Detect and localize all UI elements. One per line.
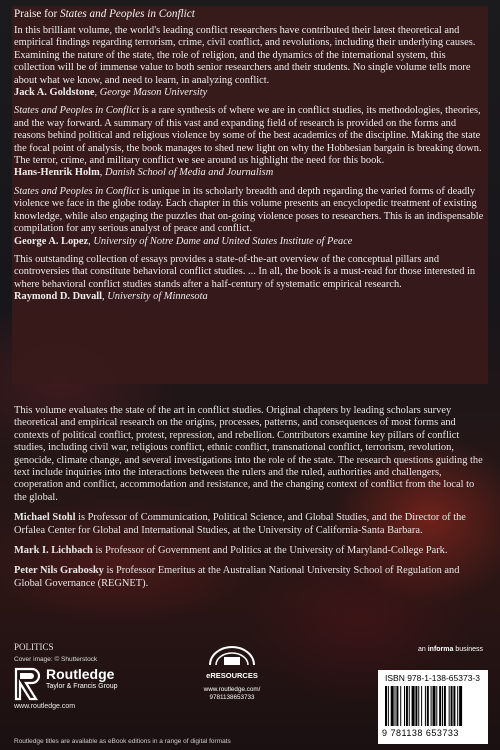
editor-name: Michael Stohl: [14, 512, 76, 524]
informa-tagline: an informa business: [418, 646, 483, 653]
reviewer-affiliation: George Mason University: [99, 87, 208, 99]
review-quote: States and Peoples in Conflict is a rare synthesis of where we are in conflict studies, its methodologies, theories, and the way forward. A summary of this vast and expanding field of research is provided on the forms and reasons behind political and religious violence by some of the best academics of the discipline. Making the state the focal point of analysis, the book manages to shed new light on why the Hobbesian bargain is breaking down. The terror, crime, and military conflict we see around us highlight the need for this book. Hans-Henrik Holm, Danish School of Media and Journalism: [14, 105, 482, 179]
review-quote: States and Peoples in Conflict is unique in its scholarly breadth and depth regarding the varied forms of deadly violence we face in the globe today. Each chapter in this volume presents an encyclopedic treatment of existing knowledge, while also engaging the puzzles that on-going violence poses to researchers. This is an indispensable compilation for any serious analyst of peace and conflict. George A. Lopez, University of Notre Dame and United States Institute of Peace: [14, 185, 484, 247]
quote-lead-title: States and Peoples in Conflict: [14, 105, 140, 117]
quote-text: This outstanding collection of essays provides a state-of-the-art overview of the conceptual pillars and controversies that constitute behavioral conflict studies. ... In all, the book is a must-read for those interested in where behavioral conflict studies stands after a half-century of systematic empirical research.: [14, 253, 476, 290]
editor-bio: Mark I. Lichbach is Professor of Government and Politics at the University of Maryland-College Park.: [14, 545, 448, 557]
reviewer-name: Hans-Henrik Holm: [14, 167, 100, 179]
praise-heading: Praise for States and Peoples in Conflict: [14, 8, 195, 20]
quote-text: is unique in its scholarly breadth and depth regarding the varied forms of deadly violence we face in the globe today. Each chapter in this volume presents an encyclopedic treatment of existing knowledge, while also engaging the puzzles that on-going violence poses to researchers. This is an indispensable compilation for any serious analyst of peace and conflict.: [14, 185, 484, 235]
review-quote: In this brilliant volume, the world's leading conflict researchers have contributed their latest theoretical and empirical findings regarding terrorism, crime, civil conflict, and revolutions, including their underlying causes. Examining the nature of the state, the role of religion, and the dynamics of the international system, this collection will be of immense value to both senior researchers and their students. No single volume tells more about what we know, and need to learn, in analyzing conflict. Jack A. Goldstone, George Mason University: [14, 25, 486, 99]
cover-image-credit: Cover image: © Shutterstock: [14, 656, 98, 663]
barcode-panel: [378, 670, 488, 744]
subject-category: POLITICS: [14, 642, 54, 652]
eresources-block: [197, 643, 267, 702]
book-title: States and Peoples in Conflict: [59, 8, 195, 20]
reviewer-name: George A. Lopez: [14, 235, 89, 247]
quote-text: In this brilliant volume, the world's leading conflict researchers have contributed their latest theoretical and empirical findings regarding terrorism, crime, civil conflict, and revolutions, including their underlying causes. Examining the nature of the state, the role of religion, and the dynamics of the international system, this collection will be of immense value to both senior researchers and their students. No single volume tells more about what we know, and need to learn, in analyzing conflict.: [14, 25, 476, 86]
publisher-name: Routledge: [46, 666, 115, 682]
eresources-icon: [206, 643, 258, 669]
publisher-group: Taylor & Francis Group: [46, 683, 118, 690]
publisher-url: www.routledge.com: [14, 703, 76, 710]
editor-bio: Peter Nils Grabosky is Professor Emeritus at the Australian National University School of Regulation and Global Governance (REGNET).: [14, 565, 460, 589]
ebook-note: Routledge titles are available as eBook editions in a range of digital formats: [14, 738, 231, 745]
review-quote: This outstanding collection of essays provides a state-of-the-art overview of the conceptual pillars and controversies that constitute behavioral conflict studies. ... In all, the book is a must-read for those interested in where behavioral conflict studies stands after a half-century of systematic empirical research. Raymond D. Duvall, University of Minnesota: [14, 254, 486, 304]
barcode-icon: [385, 686, 481, 726]
reviewer-affiliation: University of Minnesota: [107, 291, 208, 303]
quote-text: is a rare synthesis of where we are in conflict studies, its methodologies, theories, and the way forward. A summary of this vast and expanding field of research is provided on the forms and reasons behind political and religious violence by some of the best academics of the discipline. Making the state the focal point of analysis, the book manages to shed new light on why the Hobbesian bargain is breaking down. The terror, crime, and military conflict we see around us highlight the need for this book.: [14, 105, 482, 167]
reviewer-affiliation: Danish School of Media and Journalism: [104, 167, 274, 179]
isbn-number: ISBN 978-1-138-65373-3: [385, 673, 480, 683]
isbn-barcode-box: [378, 670, 488, 744]
eresources-label: eRESOURCES: [206, 671, 258, 680]
book-description: [14, 405, 486, 598]
barcode-digits: 9 781138 653733: [382, 728, 459, 738]
description-text: This volume evaluates the state of the art in conflict studies. Original chapters by leading scholars survey theoretical and empirical research on the origins, processes, patterns, and consequences of most forms and contexts of political conflict, protest, repression, and rebellion. Contributors examine key pillars of conflict studies, including civil war, religious conflict, ethnic conflict, transnational conflict, terrorism, revolution, genocide, climate change, and several investigations into the role of the state. The research questions guiding the text include inquiries into the interactions between the rulers and the ruled, authorities and challengers, cooperation and conflict, accommodation and resistance, and the changing context of conflict from the local to the global.: [14, 405, 483, 503]
reviewer-name: Raymond D. Duvall: [14, 291, 103, 303]
routledge-logo-icon: [14, 667, 40, 701]
eresources-url: www.routledge.com/ 9781138653733: [203, 686, 261, 701]
reviewer-name: Jack A. Goldstone: [14, 87, 95, 99]
editor-bio: Michael Stohl is Professor of Communication, Political Science, and Global Studies, and the Director of the Orfalea Center for Global and International Studies, at the University of California-Santa Barbara.: [14, 512, 466, 536]
publisher-block: [46, 667, 118, 691]
praise-section: [14, 8, 486, 310]
quote-lead-title: States and Peoples in Conflict: [14, 185, 140, 197]
reviewer-affiliation: University of Notre Dame and United States Institute of Peace: [93, 235, 353, 247]
editor-name: Mark I. Lichbach: [14, 545, 93, 557]
editor-name: Peter Nils Grabosky: [14, 565, 104, 577]
